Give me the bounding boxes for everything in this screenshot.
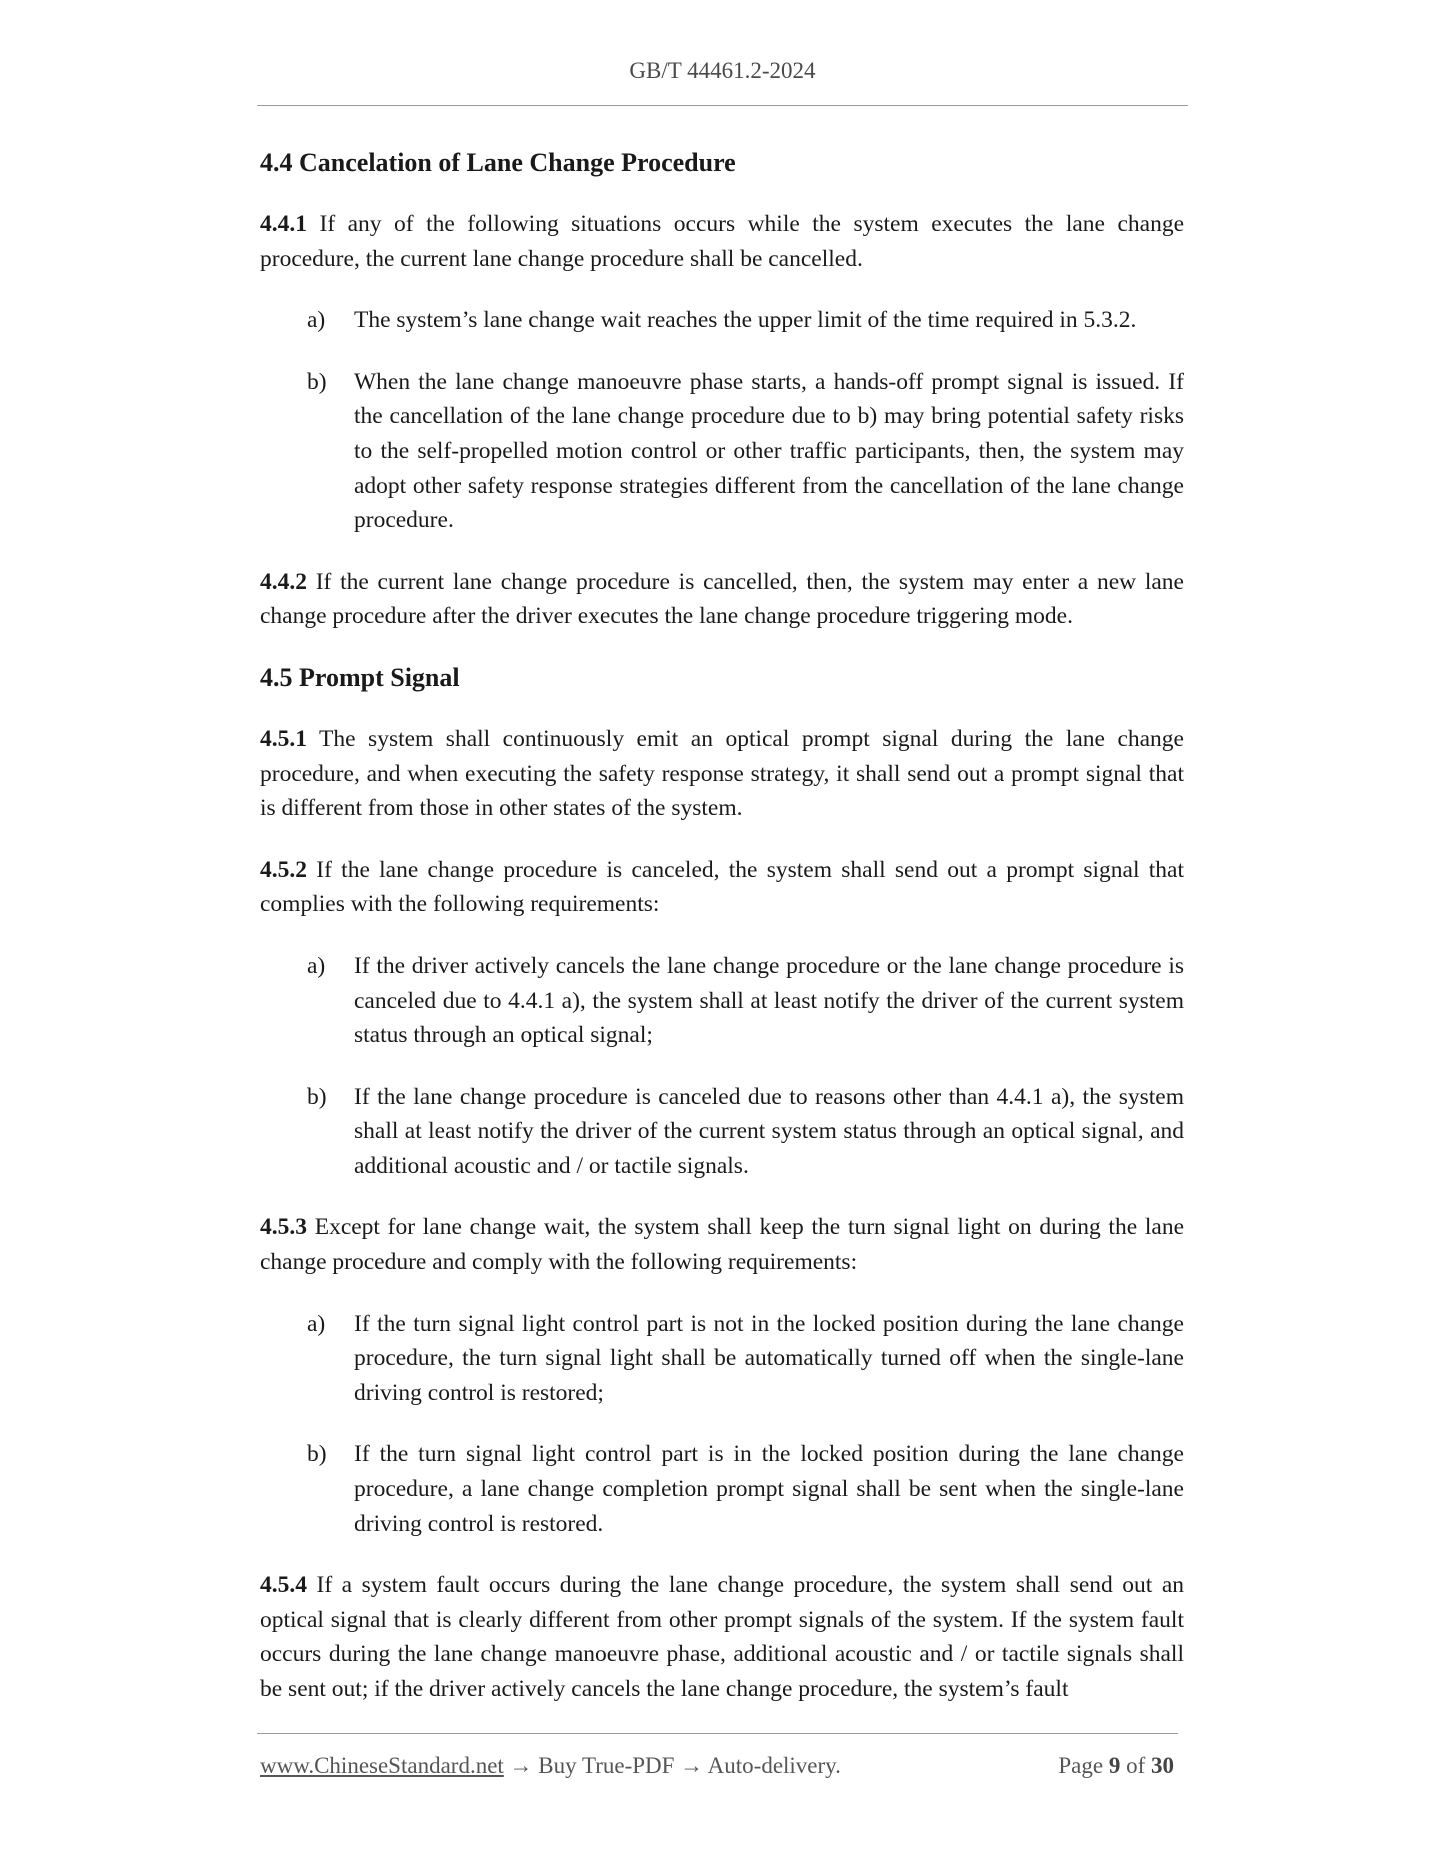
list-marker: a) [307,952,326,979]
list-marker: b) [307,368,327,395]
list-item [260,1307,1184,1411]
clause-number: 4.4.1 [260,211,307,237]
list-item [260,1437,1184,1541]
clause-number: 4.5.2 [260,856,307,883]
clause-number: 4.5.1 [260,725,307,752]
clause-number: 4.5.3 [260,1214,307,1241]
clause-4-5-1 [260,722,1184,826]
section-4-5-heading: 4.5 Prompt Signal [260,662,460,692]
clause-text: If a system fault occurs during the lane change procedure, the system shall send out an optical signal that is clearly different from other prompt signals of the system. If the system fault occurs during the lane change manoeuvre phase, additional acoustic and / or tactile signals shall be sent out; if the driver actively cancels the lane change procedure, the system’s fault [260,1572,1184,1702]
clause-text: Except for lane change wait, the system shall keep the turn signal light on during the lane change procedure and comply with the following requirements: [260,1214,1184,1276]
clause-text: The system shall continuously emit an optical prompt signal during the lane change procedure, and when executing the safety response strategy, it shall send out a prompt signal that is different from those in other states of the system. [260,725,1184,822]
page-total: 30 [1151,1753,1174,1778]
of-word: of [1126,1753,1146,1778]
list-text: The system’s lane change wait reaches the upper limit of the time required in 5.3.2. [354,307,1137,334]
footer-tagline: → Buy True-PDF → Auto-delivery. [503,1753,841,1778]
header-divider [257,105,1188,106]
list-item [260,1080,1184,1184]
clause-number: 4.4.2 [260,568,307,595]
section-4-4-heading: 4.4 Cancelation of Lane Change Procedure [260,148,736,177]
clause-text: If the lane change procedure is canceled, the system shall send out a prompt signal that complies with the following requirements: [260,856,1184,918]
list-marker: a) [307,307,326,334]
list-item [260,303,1184,338]
list-text: If the turn signal light control part is in the locked position during the lane change procedure, a lane change completion prompt signal shall be sent when the single-lane driving control is restored. [354,1441,1184,1537]
footer-divider [257,1733,1178,1734]
page-footer [260,1753,1174,1779]
clause-4-4-2 [260,565,1184,634]
clause-text: If any of the following situations occurs while the system executes the lane change procedure, the current lane change procedure shall be cancelled. [260,211,1184,272]
list-marker: b) [307,1083,327,1110]
page-number: 9 [1108,1753,1121,1778]
list-item [260,365,1184,538]
page-word: Page [1058,1753,1104,1778]
clause-4-4-1 [260,207,1184,276]
clause-4-5-3 [260,1210,1184,1279]
clause-4-5-4 [260,1568,1184,1706]
page-header: GB/T 44461.2-2024 [629,58,816,83]
clause-number: 4.5.4 [260,1572,307,1599]
list-text: If the driver actively cancels the lane change procedure or the lane change procedure is canceled due to 4.4.1 a), the system shall at least notify the driver of the current system status through an optical signal; [354,952,1184,1049]
list-text: When the lane change manoeuvre phase starts, a hands-off prompt signal is issued. If the cancellation of the lane change procedure due to b) may bring potential safety risks to the self-propelled motion control or other traffic participants, then, the system may adopt other safety response strategies different from the cancellation of the lane change procedure. [354,368,1184,534]
document-body [260,146,1184,1707]
clause-text: If the current lane change procedure is cancelled, then, the system may enter a new lane change procedure after the driver executes the lane change procedure triggering mode. [260,568,1184,630]
clause-4-5-2 [260,853,1184,922]
list-item [260,949,1184,1053]
site-link[interactable]: www.ChineseStandard.net [260,1753,504,1778]
list-marker: a) [307,1310,326,1337]
list-text: If the lane change procedure is canceled due to reasons other than 4.4.1 a), the system shall at least notify the driver of the current system status through an optical signal, and additional acoustic and / or tactile signals. [354,1083,1184,1179]
list-text: If the turn signal light control part is not in the locked position during the lane change procedure, the turn signal light shall be automatically turned off when the single-lane driving control is restored; [354,1310,1184,1406]
list-marker: b) [307,1441,327,1468]
page-indicator [1058,1753,1174,1779]
